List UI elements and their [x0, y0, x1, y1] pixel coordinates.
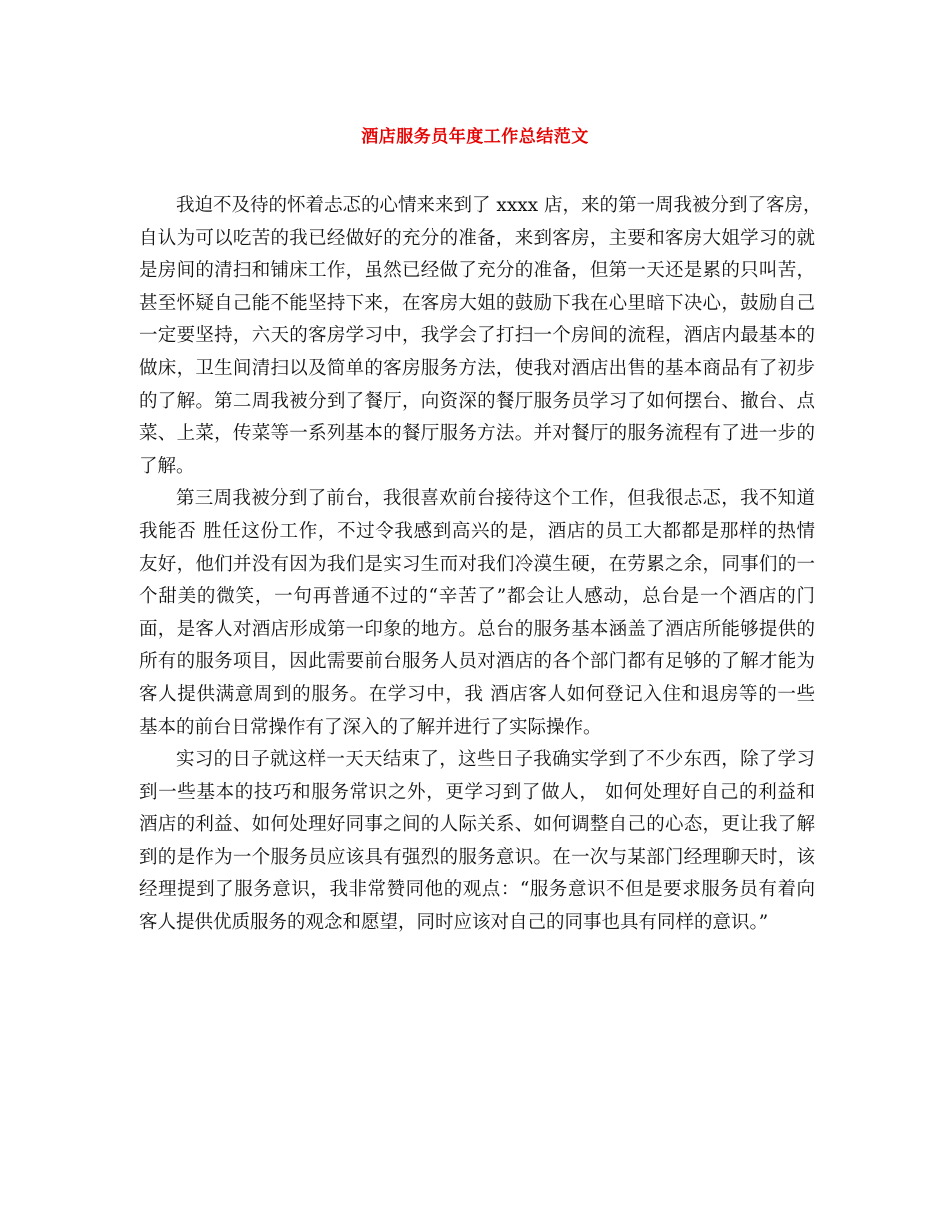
paragraph-line: 面，是客人对酒店形成第一印象的地方。总台的服务基本涵盖了酒店所能够提供的: [139, 618, 815, 640]
paragraph-line: 经理提到了服务意识，我非常赞同他的观点：“服务意识不但是要求服务员有着向: [139, 879, 815, 901]
paragraph-3: [139, 744, 815, 940]
document-body: [139, 190, 822, 940]
paragraph-line: 客人提供优质服务的观念和愿望，同时应该对自己的同事也具有同样的意识。”: [139, 912, 769, 934]
paragraph-line: 甚至怀疑自己能不能坚持下来，在客房大姐的鼓励下我在心里暗下决心，鼓励自己: [139, 292, 815, 314]
paragraph-2: [139, 483, 815, 744]
paragraph-line: 自认为可以吃苦的我已经做好的充分的准备，来到客房，主要和客房大姐学习的就: [139, 227, 815, 249]
paragraph-line: 我迫不及待的怀着忐忑的心情来来到了 xxxx 店，来的第一周我被分到了客房，: [176, 195, 822, 216]
paragraph-line: 的了解。第二周我被分到了餐厅，向资深的餐厅服务员学习了如何摆台、撤台、点: [139, 390, 815, 412]
paragraph-line: 基本的前台日常操作有了深入的了解并进行了实际操作。: [139, 716, 602, 738]
paragraph-line: 实习的日子就这样一天天结束了，这些日子我确实学到了不少东西，除了学习: [176, 749, 815, 771]
paragraph-1: [139, 190, 822, 483]
paragraph-line: 是房间的清扫和铺床工作，虽然已经做了充分的准备，但第一天还是累的只叫苦，: [139, 260, 815, 282]
paragraph-line: 一定要坚持，六天的客房学习中，我学会了打扫一个房间的流程，酒店内最基本的: [139, 325, 815, 347]
paragraph-line: 客人提供满意周到的服务。在学习中，我 酒店客人如何登记入住和退房等的一些: [139, 683, 815, 705]
paragraph-line: 做床，卫生间清扫以及简单的客房服务方法，使我对酒店出售的基本商品有了初步: [139, 357, 815, 379]
paragraph-line: 酒店的利益、如何处理好同事之间的人际关系、如何调整自己的心态，更让我了解: [139, 814, 815, 836]
paragraph-line: 到的是作为一个服务员应该具有强烈的服务意识。在一次与某部门经理聊天时，该: [139, 846, 815, 868]
paragraph-line: 第三周我被分到了前台，我很喜欢前台接待这个工作，但我很忐忑，我不知道: [176, 488, 815, 510]
paragraph-line: 所有的服务项目，因此需要前台服务人员对酒店的各个部门都有足够的了解才能为: [139, 651, 815, 673]
paragraph-line: 了解。: [139, 455, 195, 477]
paragraph-line: 到一些基本的技巧和服务常识之外，更学习到了做人， 如何处理好自己的利益和: [139, 781, 815, 803]
paragraph-line: 友好，他们并没有因为我们是实习生而对我们冷漠生硬，在劳累之余，同事们的一: [139, 553, 815, 575]
paragraph-line: 菜、上菜，传菜等一系列基本的餐厅服务方法。并对餐厅的服务流程有了进一步的: [139, 423, 815, 445]
document-title: 酒店服务员年度工作总结范文: [361, 127, 589, 147]
paragraph-line: 我能否 胜任这份工作，不过令我感到高兴的是，酒店的员工大都都是那样的热情: [139, 520, 815, 542]
paragraph-line: 个甜美的微笑，一句再普通不过的“辛苦了”都会让人感动，总台是一个酒店的门: [139, 586, 815, 608]
